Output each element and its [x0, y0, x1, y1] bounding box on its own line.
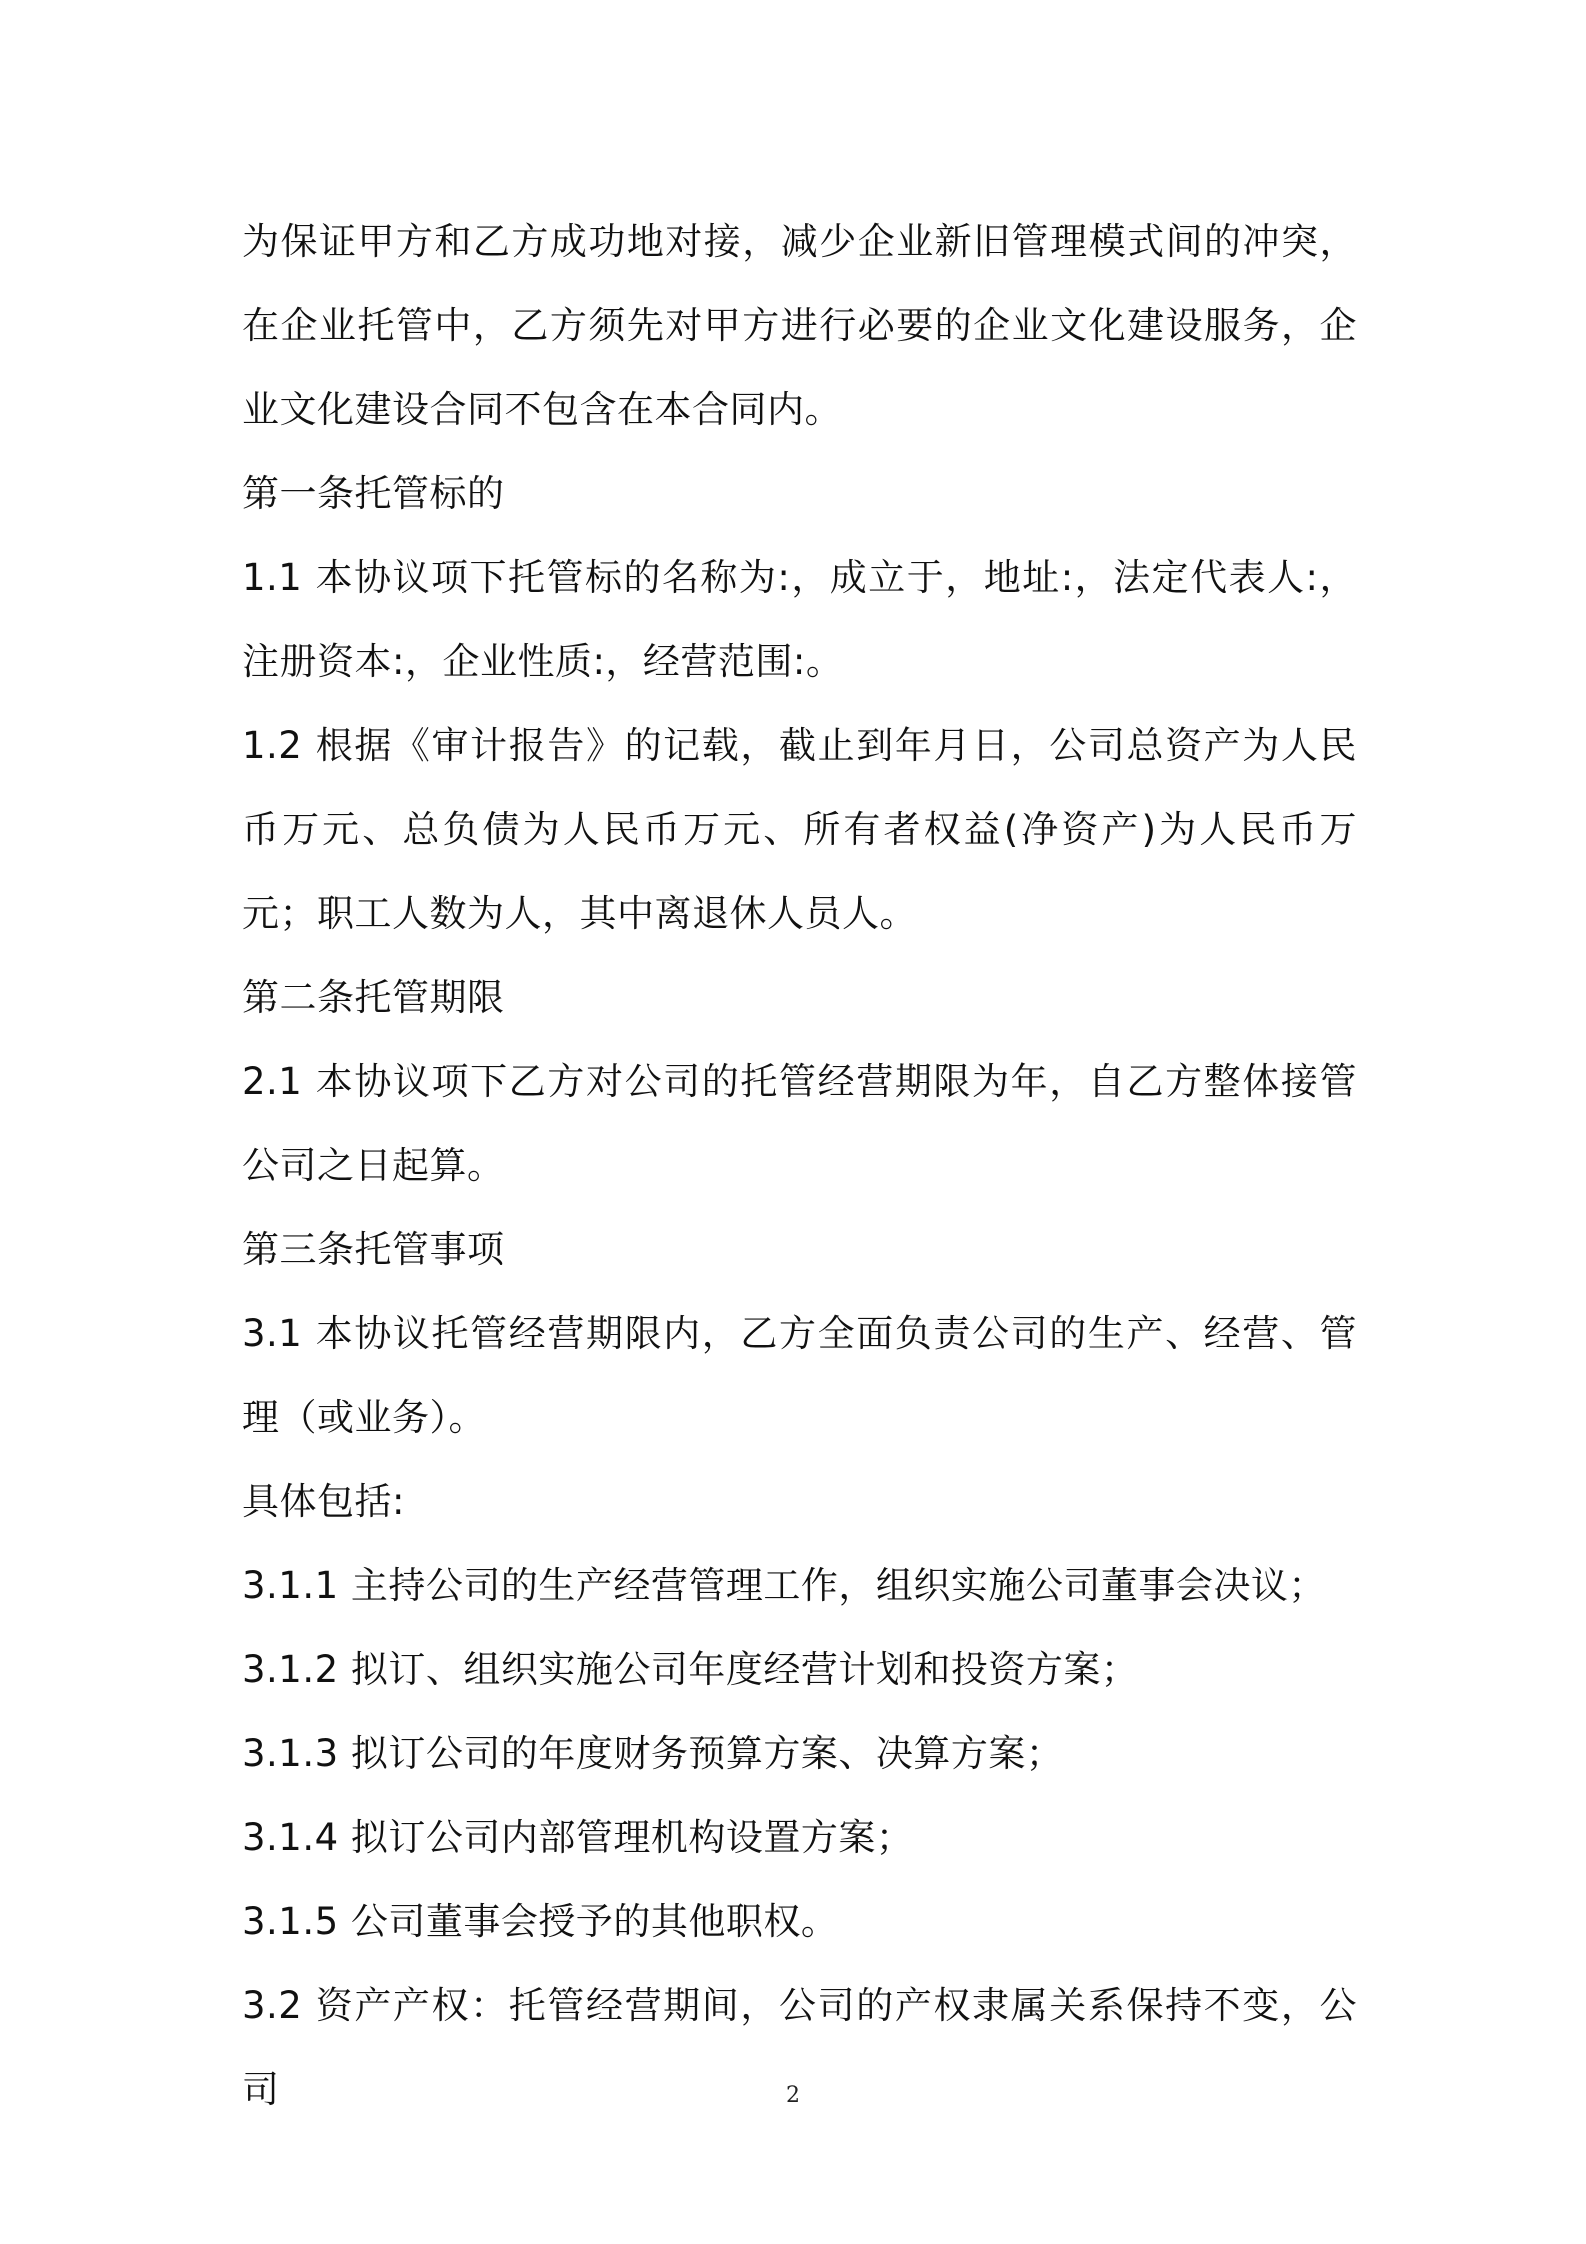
clause-3-1-4: 3.1.4 拟订公司内部管理机构设置方案；: [242, 1816, 914, 1859]
page-number: 2: [786, 2083, 800, 2108]
clause-1-1: 1.1 本协议项下托管标的名称为:，成立于，地址:，法定代表人:，注册资本:，企业性质:，经营范围:。: [242, 556, 1357, 683]
clause-3-1-2: 3.1.2 拟订、组织实施公司年度经营计划和投资方案；: [242, 1648, 1139, 1691]
clause-3-1-1: 3.1.1 主持公司的生产经营管理工作，组织实施公司董事会决议；: [242, 1564, 1326, 1607]
clause-3-1: 3.1 本协议托管经营期限内，乙方全面负责公司的生产、经营、管理（或业务）。: [242, 1312, 1357, 1439]
details-intro: 具体包括:: [242, 1480, 405, 1523]
clause-3-1-3: 3.1.3 拟订公司的年度财务预算方案、决算方案；: [242, 1732, 1064, 1775]
document-body: [242, 200, 1357, 2132]
article-2-heading: 第二条托管期限: [242, 976, 505, 1019]
article-3-heading: 第三条托管事项: [242, 1228, 505, 1271]
article-1-heading: 第一条托管标的: [242, 472, 505, 515]
clause-3-1-5: 3.1.5 公司董事会授予的其他职权。: [242, 1900, 839, 1943]
clause-3-2: 3.2 资产产权：托管经营期间，公司的产权隶属关系保持不变，公司: [242, 1984, 1357, 2111]
clause-2-1: 2.1 本协议项下乙方对公司的托管经营期限为年，自乙方整体接管公司之日起算。: [242, 1060, 1357, 1187]
intro-paragraph: 为保证甲方和乙方成功地对接，减少企业新旧管理模式间的冲突，在企业托管中，乙方须先对甲方进行必要的企业文化建设服务，企业文化建设合同不包含在本合同内。: [242, 220, 1357, 431]
clause-1-2: 1.2 根据《审计报告》的记载，截止到年月日，公司总资产为人民币万元、总负债为人民币万元、所有者权益(净资产)为人民币万元；职工人数为人，其中离退休人员人。: [242, 724, 1357, 935]
